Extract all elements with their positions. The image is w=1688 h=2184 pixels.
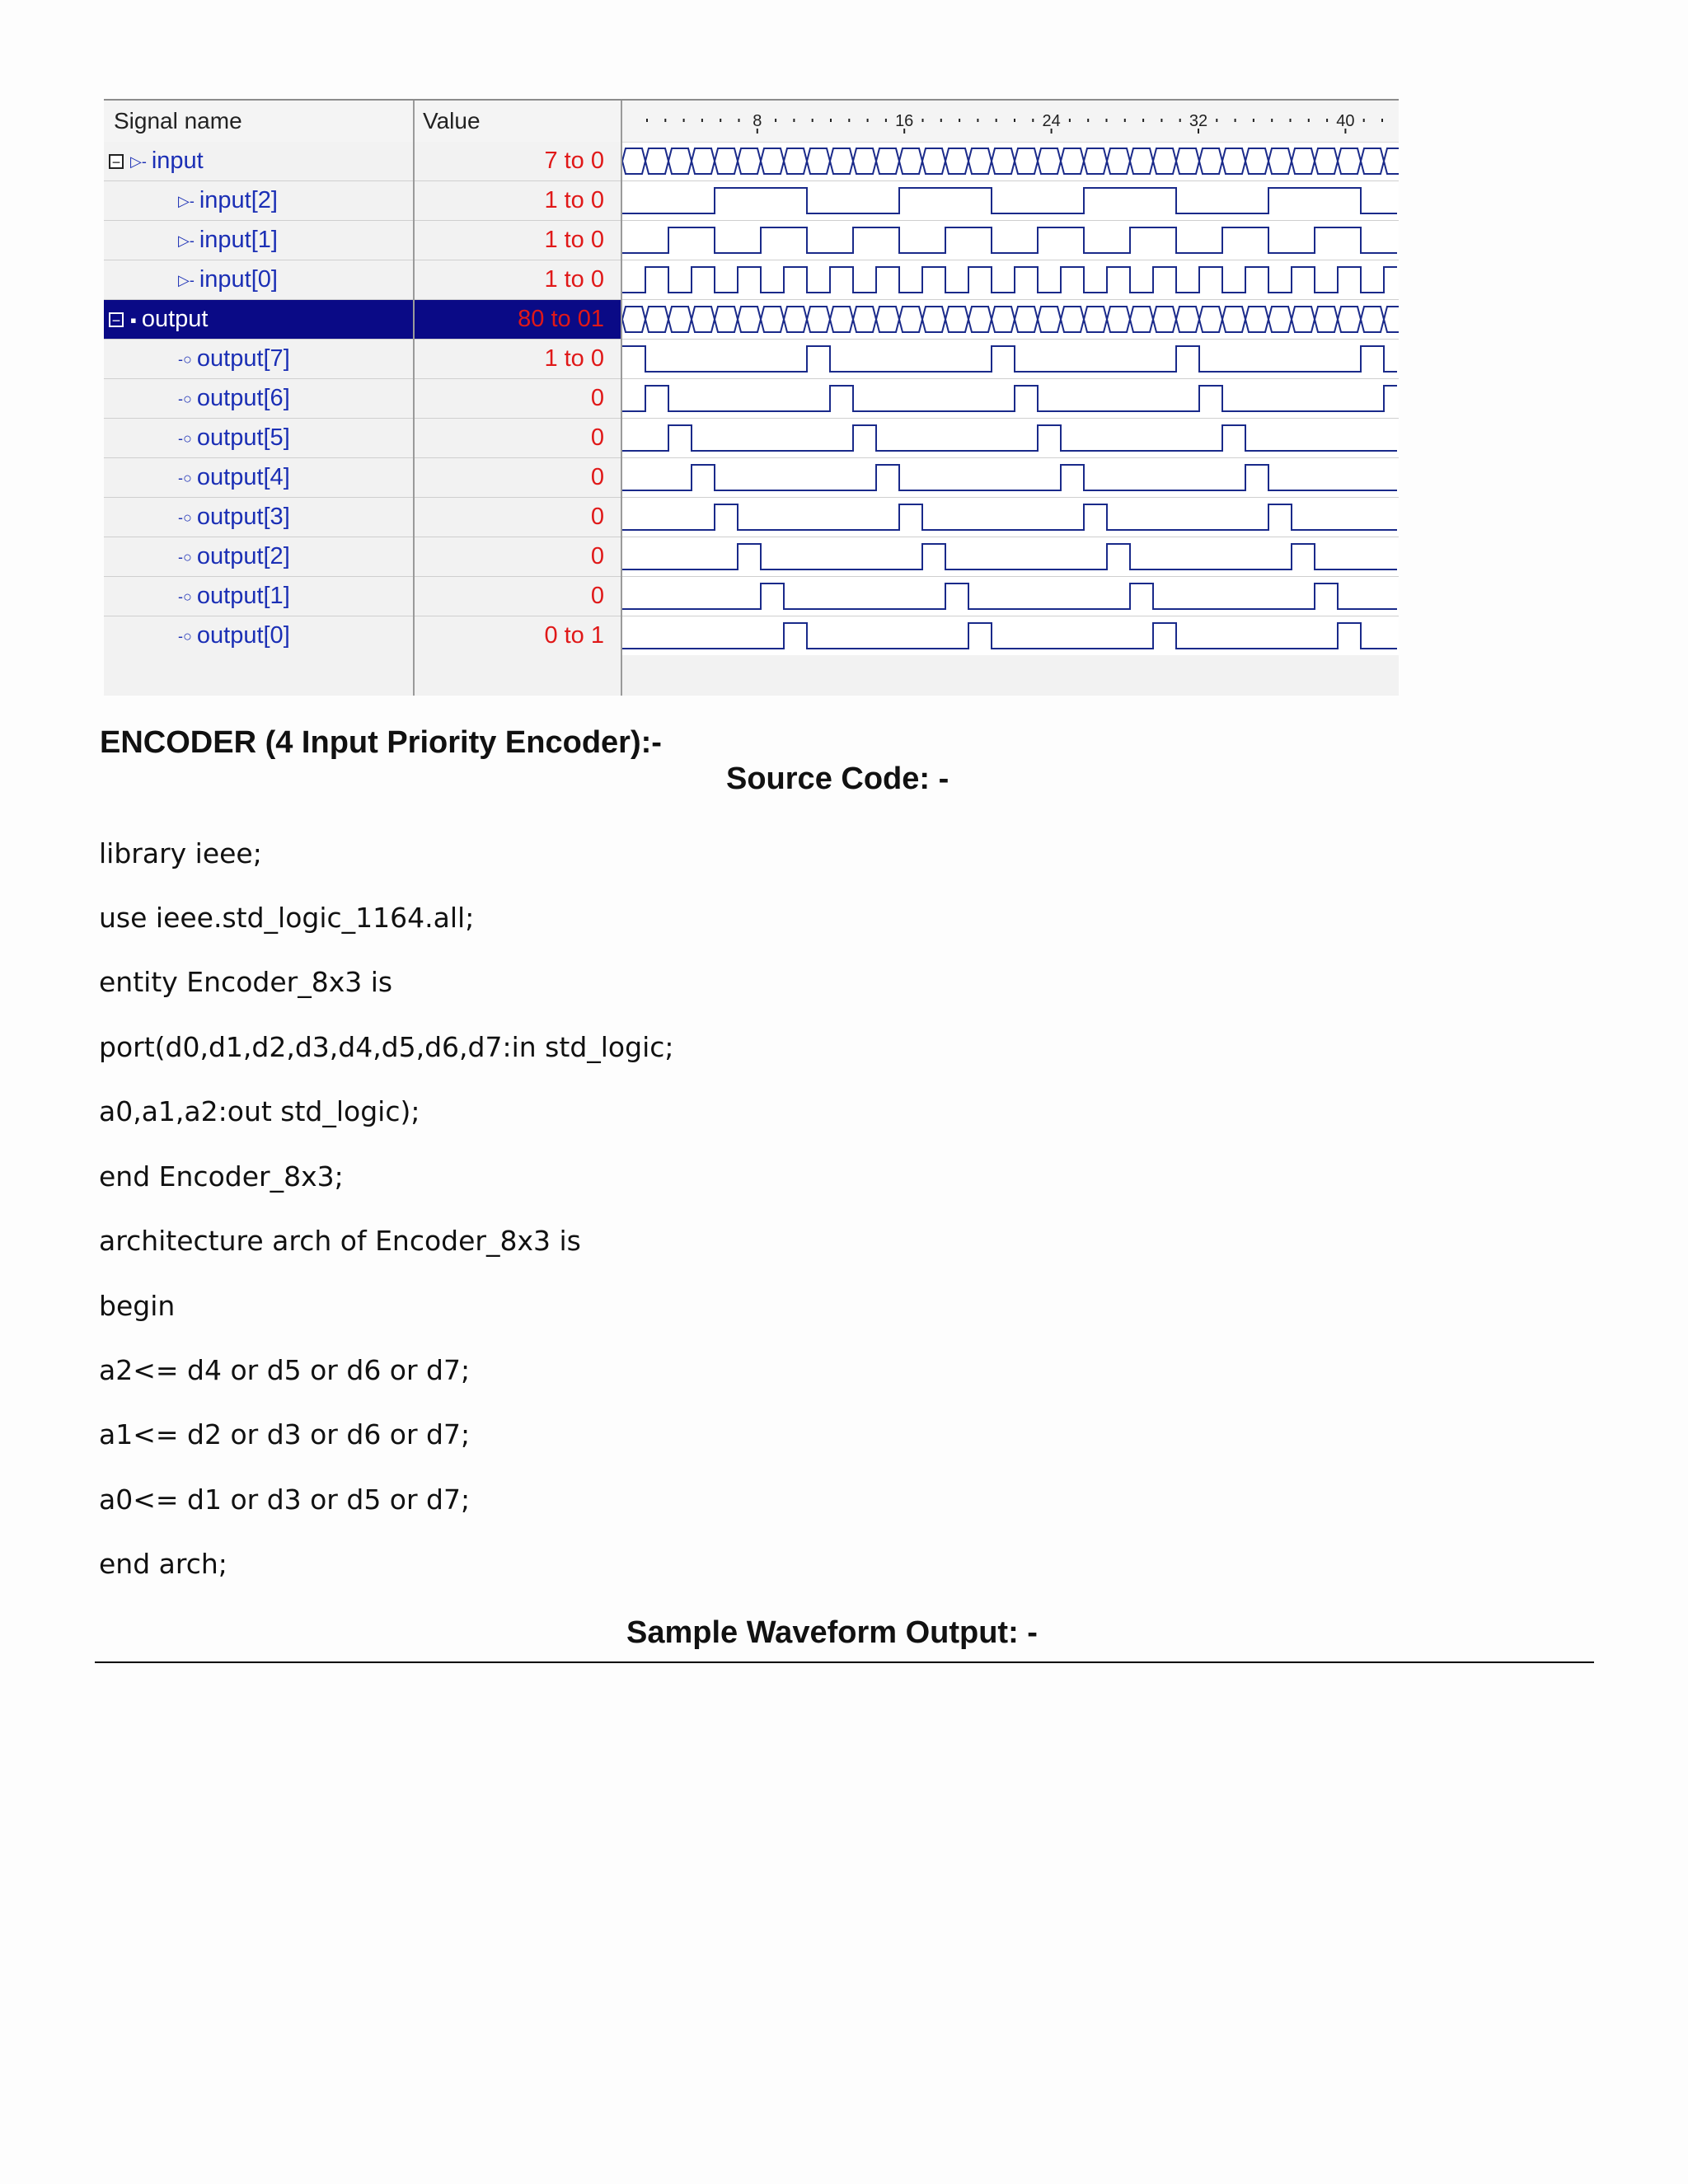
signal-label: output (141, 306, 209, 332)
code-line: entity Encoder_8x3 is (99, 966, 393, 998)
signal-value: 80 to 01 (415, 300, 621, 339)
signal-value: 0 (415, 498, 621, 537)
input-port-icon: ▷- (178, 192, 195, 209)
input-port-icon: ▷- (130, 152, 147, 170)
signal-value: 0 (415, 458, 621, 497)
signal-waveform (622, 267, 1397, 293)
code-line: end arch; (99, 1548, 227, 1580)
signal-label: output[7] (196, 345, 290, 372)
output-port-icon: -○ (178, 627, 192, 644)
signal-name-cell[interactable] (104, 142, 413, 180)
signal-name-cell[interactable] (104, 498, 413, 537)
signal-value: 1 to 0 (415, 340, 621, 378)
code-line: architecture arch of Encoder_8x3 is (99, 1225, 581, 1257)
collapse-icon[interactable]: − (109, 312, 124, 327)
ruler-label: 40 (1336, 112, 1355, 130)
signal-waveform (622, 188, 1397, 213)
signal-name-cell[interactable] (104, 260, 413, 299)
code-line: use ieee.std_logic_1164.all; (99, 902, 475, 934)
horizontal-rule (95, 1661, 1594, 1663)
signal-label: input[0] (199, 266, 278, 293)
ruler-label: 16 (895, 112, 914, 130)
code-line: a1<= d2 or d3 or d6 or d7; (99, 1418, 471, 1451)
signal-label: output[6] (196, 385, 290, 411)
signal-name-cell[interactable] (104, 181, 413, 220)
value-header[interactable]: Value (423, 108, 481, 134)
signal-waveform (622, 346, 1397, 372)
signal-value: 1 to 0 (415, 221, 621, 260)
signal-name-cell[interactable] (104, 537, 413, 576)
column-divider[interactable] (413, 101, 415, 696)
signal-name-cell[interactable] (104, 419, 413, 457)
signal-name-cell[interactable] (104, 340, 413, 378)
output-port-icon: -○ (178, 509, 192, 526)
signal-label: output[1] (196, 583, 290, 609)
section-title: ENCODER (4 Input Priority Encoder):- (100, 725, 662, 760)
signal-label: output[3] (196, 504, 290, 530)
bus-waveform (622, 307, 1399, 332)
input-port-icon: ▷- (178, 232, 195, 249)
signal-waveform (622, 465, 1397, 490)
signal-waveform (622, 386, 1397, 411)
output-port-icon: -○ (178, 588, 192, 605)
ruler-label: 32 (1189, 112, 1208, 130)
waveform-plot[interactable] (622, 101, 1399, 696)
output-port-icon: -○ (178, 350, 192, 368)
code-line: port(d0,d1,d2,d3,d4,d5,d6,d7:in std_logic; (99, 1031, 674, 1063)
signal-value: 0 (415, 537, 621, 576)
signal-waveform (622, 227, 1397, 253)
waveform-viewer (104, 99, 1399, 696)
signal-waveform (622, 504, 1397, 530)
signal-label: input (151, 148, 204, 174)
code-line: a0<= d1 or d3 or d5 or d7; (99, 1483, 471, 1516)
bus-waveform (622, 148, 1399, 174)
output-port-icon: -○ (178, 429, 192, 447)
output-port-icon: -○ (178, 548, 192, 565)
signal-waveform (622, 425, 1397, 451)
signal-waveform (622, 623, 1397, 649)
collapse-icon[interactable]: − (109, 154, 124, 169)
signal-label: input[1] (199, 227, 278, 253)
output-port-icon: -○ (178, 469, 192, 486)
signal-value: 1 to 0 (415, 260, 621, 299)
source-code-title: Source Code: - (726, 762, 950, 796)
signal-name-cell[interactable] (104, 300, 413, 339)
signal-name-cell[interactable] (104, 458, 413, 497)
signal-value: 0 (415, 419, 621, 457)
signal-name-cell[interactable] (104, 616, 413, 655)
signal-name-header[interactable]: Signal name (114, 108, 242, 134)
signal-label: output[5] (196, 424, 290, 451)
signal-value: 0 to 1 (415, 616, 621, 655)
signal-waveform (622, 583, 1397, 609)
signal-name-cell[interactable] (104, 577, 413, 616)
signal-label: output[2] (196, 543, 290, 569)
signal-value: 0 (415, 379, 621, 418)
ruler-label: 24 (1042, 112, 1061, 130)
signal-value: 1 to 0 (415, 181, 621, 220)
signal-waveform (622, 544, 1397, 569)
code-line: a2<= d4 or d5 or d6 or d7; (99, 1354, 471, 1386)
signal-label: input[2] (199, 187, 278, 213)
signal-label: output[4] (196, 464, 290, 490)
code-line: begin (99, 1290, 176, 1322)
code-line: a0,a1,a2:out std_logic); (99, 1095, 420, 1127)
signal-label: output[0] (196, 622, 290, 649)
output-port-icon: -○ (178, 390, 192, 407)
input-port-icon: ▷- (178, 271, 195, 288)
code-line: library ieee; (99, 837, 262, 869)
ruler-label: 8 (753, 112, 762, 130)
bus-icon: ▪ (130, 309, 137, 330)
signal-name-cell[interactable] (104, 221, 413, 260)
code-line: end Encoder_8x3; (99, 1160, 344, 1193)
signal-value: 7 to 0 (415, 142, 621, 180)
sample-waveform-title: Sample Waveform Output: - (626, 1615, 1038, 1650)
signal-name-cell[interactable] (104, 379, 413, 418)
signal-value: 0 (415, 577, 621, 616)
